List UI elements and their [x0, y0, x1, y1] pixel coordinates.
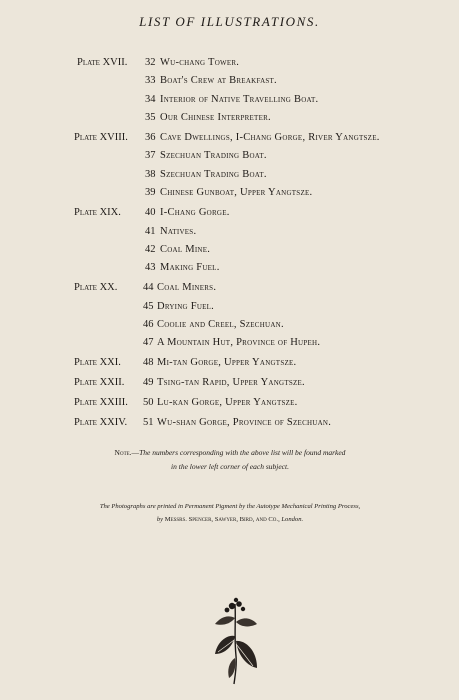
plate-label: Plate XIX.	[74, 207, 121, 219]
plate-label: Plate XXII.	[74, 377, 125, 389]
list-item	[0, 241, 459, 259]
illustration-title: Cave Dwellings, I-Chang Gorge, River Yangtsze.	[160, 132, 380, 144]
floral-sprig-icon	[205, 596, 265, 686]
illustration-number: 41	[145, 225, 156, 237]
illustration-number: 38	[145, 168, 156, 180]
plate-label: Plate XXIII.	[74, 397, 128, 409]
plate-label: Plate XXI.	[74, 357, 121, 369]
list-item	[0, 354, 459, 372]
illustration-number: 47	[143, 337, 154, 349]
illustration-title: Interior of Native Travelling Boat.	[160, 93, 319, 105]
illustration-number: 42	[145, 243, 156, 255]
note-line-1: The numbers corresponding with the above list will be found marked	[139, 448, 346, 457]
list-item	[0, 166, 459, 184]
plate-label: Plate XX.	[74, 282, 118, 294]
illustration-title: Drying Fuel.	[157, 300, 215, 312]
list-item	[0, 414, 459, 432]
credit-city: London.	[279, 516, 304, 523]
illustration-title: Lu-kan Gorge, Upper Yangtsze.	[157, 397, 298, 409]
list-item	[0, 259, 459, 277]
list-item	[0, 184, 459, 202]
list-item	[0, 72, 459, 90]
note-lead: Note.—	[114, 448, 140, 457]
illustration-number: 32	[145, 57, 156, 68]
illustration-number: 49	[143, 377, 154, 389]
list-item	[0, 374, 459, 392]
illustration-title: I-Chang Gorge.	[160, 207, 230, 219]
printing-credit	[40, 500, 420, 526]
list-item	[0, 109, 459, 127]
illustration-number: 37	[145, 150, 156, 162]
list-item	[0, 298, 459, 316]
illustration-title: Mi-tan Gorge, Upper Yangtsze.	[157, 357, 297, 369]
illustration-title: Tsing-tan Rapid, Upper Yangtsze.	[157, 377, 305, 389]
illustration-title: Wu-shan Gorge, Province of Szechuan.	[157, 416, 332, 428]
page-title: LIST OF ILLUSTRATIONS.	[139, 14, 320, 29]
illustration-title: A Mountain Hut, Province of Hupeh.	[157, 337, 321, 349]
illustration-title: Coal Mine.	[160, 243, 211, 255]
credit-line-1: The Photographs are printed in Permanent Pigment by the Autotype Mechanical Printing Process,	[99, 503, 361, 510]
list-item	[0, 129, 459, 147]
list-item	[0, 316, 459, 334]
note	[60, 446, 400, 473]
illustration-title: Coal Miners.	[157, 282, 217, 294]
illustration-number: 43	[145, 262, 156, 274]
plate-label: Plate XVIII.	[74, 132, 128, 144]
credit-names: Messrs. Spencer, Sawyer, Bird, and Co.,	[164, 516, 280, 523]
list-item	[0, 334, 459, 352]
list-item	[0, 54, 459, 72]
illustration-title: Our Chinese Interpreter.	[160, 112, 271, 124]
illustration-number: 45	[143, 300, 154, 312]
illustration-number: 44	[143, 282, 154, 294]
illustration-list	[0, 54, 459, 432]
illustration-number: 33	[145, 75, 156, 87]
illustration-number: 36	[145, 132, 156, 144]
list-item	[0, 147, 459, 165]
illustration-title: Coolie and Creel, Szechuan.	[157, 318, 284, 330]
illustration-title: Szechuan Trading Boat.	[160, 168, 267, 180]
plate-label: Plate XVII.	[77, 57, 128, 68]
illustration-number: 51	[143, 416, 154, 428]
illustration-number: 48	[143, 357, 154, 369]
list-item	[0, 223, 459, 241]
illustration-number: 40	[145, 207, 156, 219]
illustration-title: Chinese Gunboat, Upper Yangtsze.	[160, 187, 313, 199]
illustration-title: Szechuan Trading Boat.	[160, 150, 267, 162]
list-item	[0, 204, 459, 222]
illustration-number: 34	[145, 93, 156, 105]
illustration-title: Wu-chang Tower.	[160, 57, 240, 68]
illustration-title: Boat's Crew at Breakfast.	[160, 75, 277, 87]
list-item	[0, 279, 459, 297]
illustration-number: 50	[143, 397, 154, 409]
illustration-title: Natives.	[160, 225, 197, 237]
illustration-title: Making Fuel.	[160, 262, 220, 274]
illustration-number: 46	[143, 318, 154, 330]
note-line-2: in the lower left corner of each subject.	[171, 461, 289, 471]
list-item	[0, 394, 459, 412]
illustration-number: 35	[145, 112, 156, 124]
illustration-number: 39	[145, 187, 156, 199]
list-item	[0, 91, 459, 109]
credit-prefix: by	[156, 516, 165, 523]
plate-label: Plate XXIV.	[74, 416, 128, 428]
